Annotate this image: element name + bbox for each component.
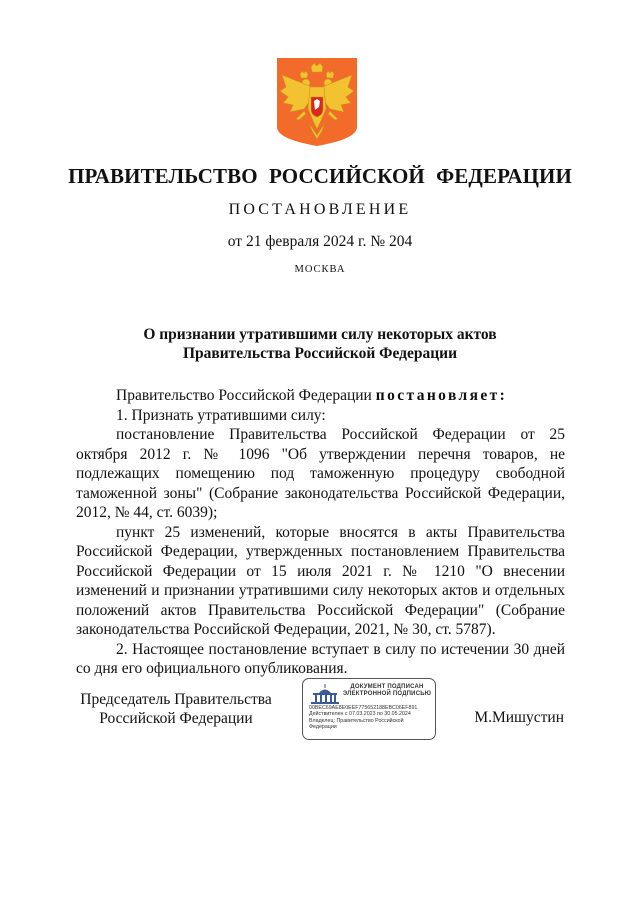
document-heading [0, 325, 640, 363]
government-building-icon [309, 683, 341, 705]
heading-line-1: О признании утратившими силу некоторых актов [143, 326, 497, 343]
paragraph-1: 1. Признать утратившими силу: [116, 406, 326, 424]
document-body [76, 386, 565, 679]
document-city: МОСКВА [294, 264, 346, 275]
intro-decides: постановляет: [375, 387, 508, 404]
paragraph-4: 2. Настоящее постановление вступает в силу по истечении 30 дней со дня его официального опубликования. [76, 640, 565, 677]
document-date-number: от 21 февраля 2024 г. № 204 [227, 233, 413, 250]
stamp-title [341, 684, 433, 698]
stamp-details [309, 705, 433, 731]
document-type: ПОСТАНОВЛЕНИЕ [228, 201, 412, 218]
paragraph-2: постановление Правительства Российской Федерации от 25 октября 2012 г. № 1096 "Об утверждении перечня товаров, не подлежащих помещению под таможенную процедуру свободной таможенной зоны" (Собрание законодательства Российской Федерации, 2012, № 44, ст. 6039); [76, 426, 565, 521]
intro-paragraph [76, 386, 565, 406]
signer-position-line-1: Председатель Правительства [80, 691, 272, 708]
stamp-certificate: 00BEC69AE8E0EEF775652188EBC06EF891 [309, 705, 418, 711]
signer-position-line-2: Российской Федерации [99, 710, 253, 727]
government-title: ПРАВИТЕЛЬСТВО РОССИЙСКОЙ ФЕДЕРАЦИИ [68, 164, 572, 188]
signer-position [76, 690, 276, 728]
electronic-signature-stamp [302, 678, 436, 740]
intro-prefix: Правительство Российской Федерации [116, 387, 376, 404]
stamp-validity: Действителен с 07.03.2023 по 30.05.2024 [309, 711, 411, 718]
heading-line-2: Правительства Российской Федерации [182, 345, 458, 362]
signer-name: М.Мишустин [474, 709, 564, 726]
russian-coat-of-arms-icon [276, 57, 358, 147]
stamp-title-line-2: ЭЛЕКТРОННОЙ ПОДПИСЬЮ [342, 691, 432, 697]
stamp-owner-line-2: Федерации [309, 724, 337, 731]
paragraph-3: пункт 25 изменений, которые вносятся в акты Правительства Российской Федерации, утвержденных постановлением Правительства Российской Федерации от 15 июля 2021 г. № 1210 "О внесении изменений и признании утратившими силу некоторых актов и отдельных положений актов Правительства Российской Федерации" (Собрание законодательства Российской Федерации, 2021, № 30, ст. 5787). [76, 523, 565, 638]
stamp-owner-line-1: Владелец: Правительство Российской [309, 717, 404, 724]
coat-of-arms-emblem [276, 57, 358, 147]
stamp-title-line-1: ДОКУМЕНТ ПОДПИСАН [350, 684, 424, 690]
